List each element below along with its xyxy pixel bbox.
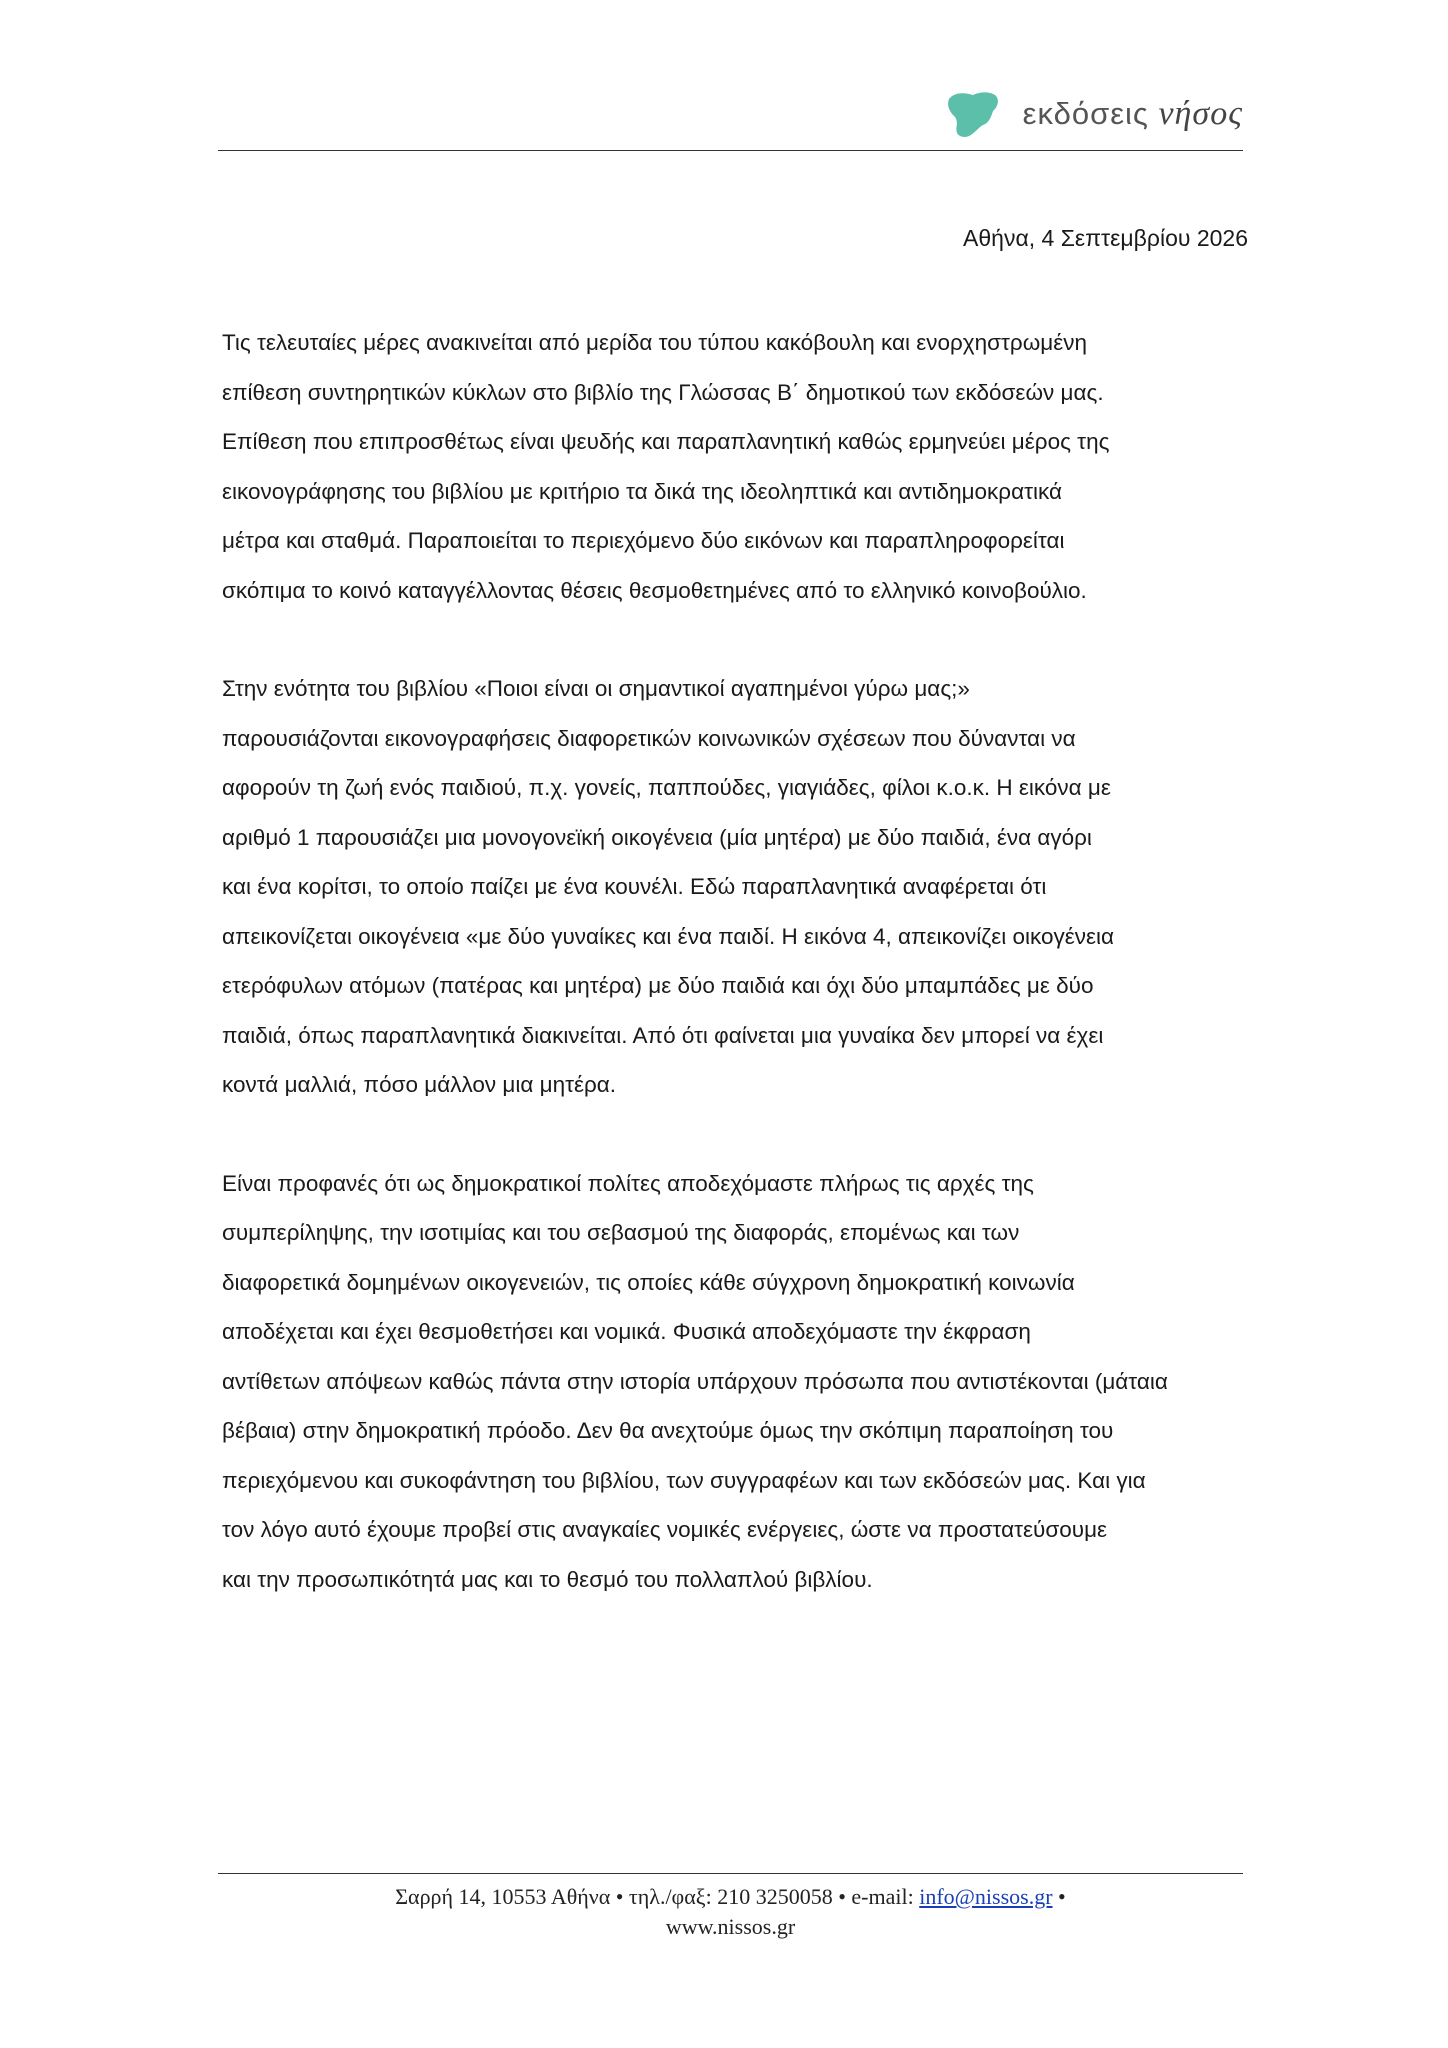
- text-line: εικονογράφησης του βιβλίου με κριτήριο τα δικά της ιδεοληπτικά και αντιδημοκρατικά: [222, 478, 1062, 504]
- text-line: παιδιά, όπως παραπλανητικά διακινείται. Από ότι φαίνεται μια γυναίκα δεν μπορεί να έχει: [222, 1022, 1104, 1048]
- logo-text: εκδόσεις: [1022, 96, 1149, 131]
- paragraph-1: [222, 318, 1252, 615]
- text-line: Τις τελευταίες μέρες ανακινείται από μερίδα του τύπου κακόβουλη και ενορχηστρωμένη: [222, 330, 1088, 355]
- text-line: και την προσωπικότητά μας και το θεσμό του πολλαπλού βιβλίου.: [222, 1566, 873, 1592]
- footer-address: Σαρρή 14, 10553 Αθήνα • τηλ./φαξ: 210 3250058 • e-mail:: [395, 1884, 914, 1909]
- paragraph-3: [222, 1159, 1252, 1605]
- letter-body: [222, 318, 1252, 1653]
- email-link[interactable]: info@nissos.gr: [919, 1884, 1053, 1909]
- text-line: παρουσιάζονται εικονογραφήσεις διαφορετικών κοινωνικών σχέσεων που δύνανται να: [222, 725, 1076, 751]
- island-logo-icon: [945, 89, 1001, 139]
- text-line: και ένα κορίτσι, το οποίο παίζει με ένα κουνέλι. Εδώ παραπλανητικά αναφέρεται ότι: [222, 874, 1047, 899]
- text-line: απεικονίζεται οικογένεια «με δύο γυναίκες και ένα παιδί. Η εικόνα 4, απεικονίζει οικογένεια: [222, 923, 1115, 949]
- text-line: τον λόγο αυτό έχουμε προβεί στις αναγκαίες νομικές ενέργειες, ώστε να προστατεύσουμε: [222, 1517, 1108, 1542]
- text-line: αριθμό 1 παρουσιάζει μια μονογονεϊκή οικογένεια (μία μητέρα) με δύο παιδιά, ένα αγόρι: [222, 824, 1092, 850]
- text-line: μέτρα και σταθμά. Παραποιείται το περιεχόμενο δύο εικόνων και παραπληροφορείται: [222, 528, 1065, 553]
- text-line: Επίθεση που επιπροσθέτως είναι ψευδής και παραπλανητική καθώς ερμηνεύει μέρος της: [222, 429, 1110, 454]
- text-line: Είναι προφανές ότι ως δημοκρατικοί πολίτες αποδεχόμαστε πλήρως τις αρχές της: [222, 1170, 1034, 1196]
- text-line: βέβαια) στην δημοκρατική πρόοδο. Δεν θα ανεχτούμε όμως την σκόπιμη παραποίηση του: [222, 1418, 1114, 1443]
- publisher-logo: [945, 84, 1243, 144]
- text-line: διαφορετικά δομημένων οικογενειών, τις οποίες κάθε σύγχρονη δημοκρατική κοινωνία: [222, 1269, 1075, 1295]
- text-line: κοντά μαλλιά, πόσο μάλλον μια μητέρα.: [222, 1072, 617, 1097]
- text-line: συμπερίληψης, την ισοτιμίας και του σεβασμού της διαφοράς, επομένως και των: [222, 1220, 1020, 1245]
- footer-contact-line: [218, 1884, 1243, 1910]
- text-line: αντίθετων απόψεων καθώς πάντα στην ιστορία υπάρχουν πρόσωπα που αντιστέκονται (μάταια: [222, 1368, 1168, 1394]
- paragraph-2: [222, 664, 1252, 1110]
- footer-website: www.nissos.gr: [665, 1914, 796, 1939]
- text-line: περιεχόμενου και συκοφάντηση του βιβλίου, των συγγραφέων και των εκδόσεών μας. Και για: [222, 1467, 1146, 1493]
- text-line: ετερόφυλων ατόμων (πατέρας και μητέρα) με δύο παιδιά και όχι δύο μπαμπάδες με δύο: [222, 973, 1094, 998]
- text-line: σκόπιμα το κοινό καταγγέλλοντας θέσεις θεσμοθετημένες από το ελληνικό κοινοβούλιο.: [222, 577, 1087, 603]
- logo-text-italic: νήσος: [1158, 95, 1243, 132]
- letter-footer: [218, 1873, 1243, 1940]
- text-line: επίθεση συντηρητικών κύκλων στο βιβλίο της Γλώσσας Β΄ δημοτικού των εκδόσεών μας.: [222, 379, 1104, 405]
- text-line: αφορούν τη ζωή ενός παιδιού, π.χ. γονείς, παππούδες, γιαγιάδες, φίλοι κ.ο.κ. Η εικόνα με: [222, 775, 1111, 800]
- text-line: αποδέχεται και έχει θεσμοθετήσει και νομικά. Φυσικά αποδεχόμαστε την έκφραση: [222, 1319, 1031, 1344]
- logo-wordmark: [1023, 95, 1243, 133]
- text-line: Στην ενότητα του βιβλίου «Ποιοι είναι οι σημαντικοί αγαπημένοι γύρω μας;»: [222, 676, 970, 701]
- letterhead: [218, 84, 1243, 151]
- letter-date: Αθήνα, 4 Σεπτεμβρίου 2026: [963, 225, 1248, 251]
- footer-bullet: •: [1052, 1884, 1066, 1909]
